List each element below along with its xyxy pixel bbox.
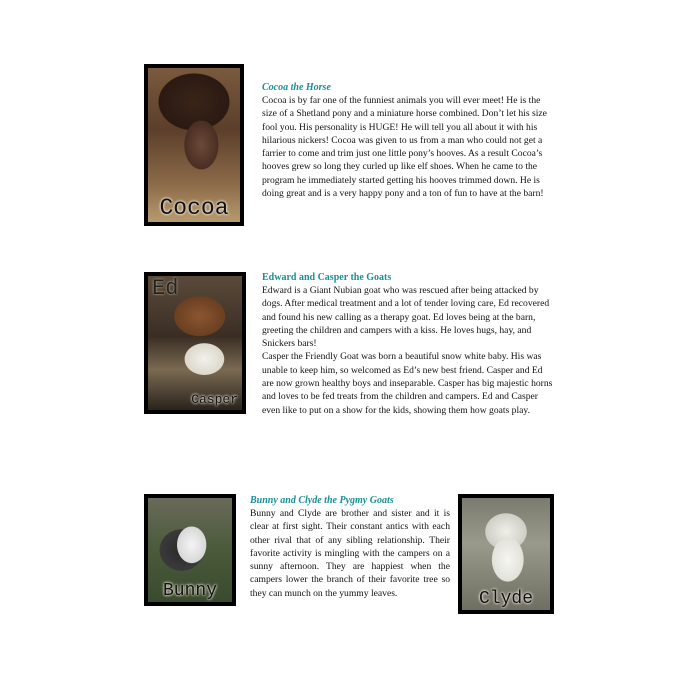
casper-photo-label: Casper xyxy=(191,392,238,407)
bunny-photo xyxy=(144,494,236,606)
cocoa-photo xyxy=(144,64,244,226)
clyde-photo xyxy=(458,494,554,614)
bunny-photo-label: Bunny xyxy=(162,581,217,601)
pygmy-paragraph: Bunny and Clyde are brother and sister and it is clear at first sight. Their constant antics with each other rival that of any sibling relationship. Their favorite activity is mingling with the campers on a sunny afternoon. They are happiest when the campers lower the branch of their favorite tree so they can munch on the yummy leaves. xyxy=(250,508,450,599)
cocoa-photo-label: Cocoa xyxy=(159,195,229,221)
cocoa-title: Cocoa the Horse xyxy=(262,82,331,93)
cocoa-paragraph: Cocoa is by far one of the funniest animals you will ever meet! He is the size of a Shetland pony and a miniature horse combined. Don’t let his size fool you. His personality is HUGE! He will tell you all about it with his hilarious nickers! Cocoa was given to us from a man who could not get a farrier to come and trim just one little pony’s hooves. As a result Cocoa’s hooves grew so long they curled up like elf shoes. When he came to the program he immediately started getting his hooves trimmed down. He is doing great and is a very happy pony and a ton of fun to have at the barn! xyxy=(262,95,547,200)
ed-casper-photo xyxy=(144,272,246,414)
cocoa-text xyxy=(262,94,554,200)
pygmy-text xyxy=(250,507,450,600)
goats-paragraph-casper: Casper the Friendly Goat was born a beautiful snow white baby. His was unable to keep him, so welcomed as Ed’s new best friend. Casper and Ed are now grown healthy boys and inseparable. Casper has big majestic horns and loves to be fed treats from the children and campers. Ed and Casper even like to put on a show for the kids, showing them how goats play. xyxy=(262,351,553,416)
goats-paragraph-ed: Edward is a Giant Nubian goat who was rescued after being attacked by dogs. After medical treatment and a lot of tender loving care, Ed recovered and found his new calling as a therapy goat. Ed loves being at the barn, greeting the children and campers with a kiss. He loves hugs, hay, and Snickers bars! xyxy=(262,285,550,350)
goats-title: Edward and Casper the Goats xyxy=(262,272,392,283)
goats-text xyxy=(262,284,554,417)
pygmy-title: Bunny and Clyde the Pygmy Goats xyxy=(250,495,394,506)
clyde-photo-label: Clyde xyxy=(478,589,533,609)
ed-photo-label: Ed xyxy=(152,276,179,301)
